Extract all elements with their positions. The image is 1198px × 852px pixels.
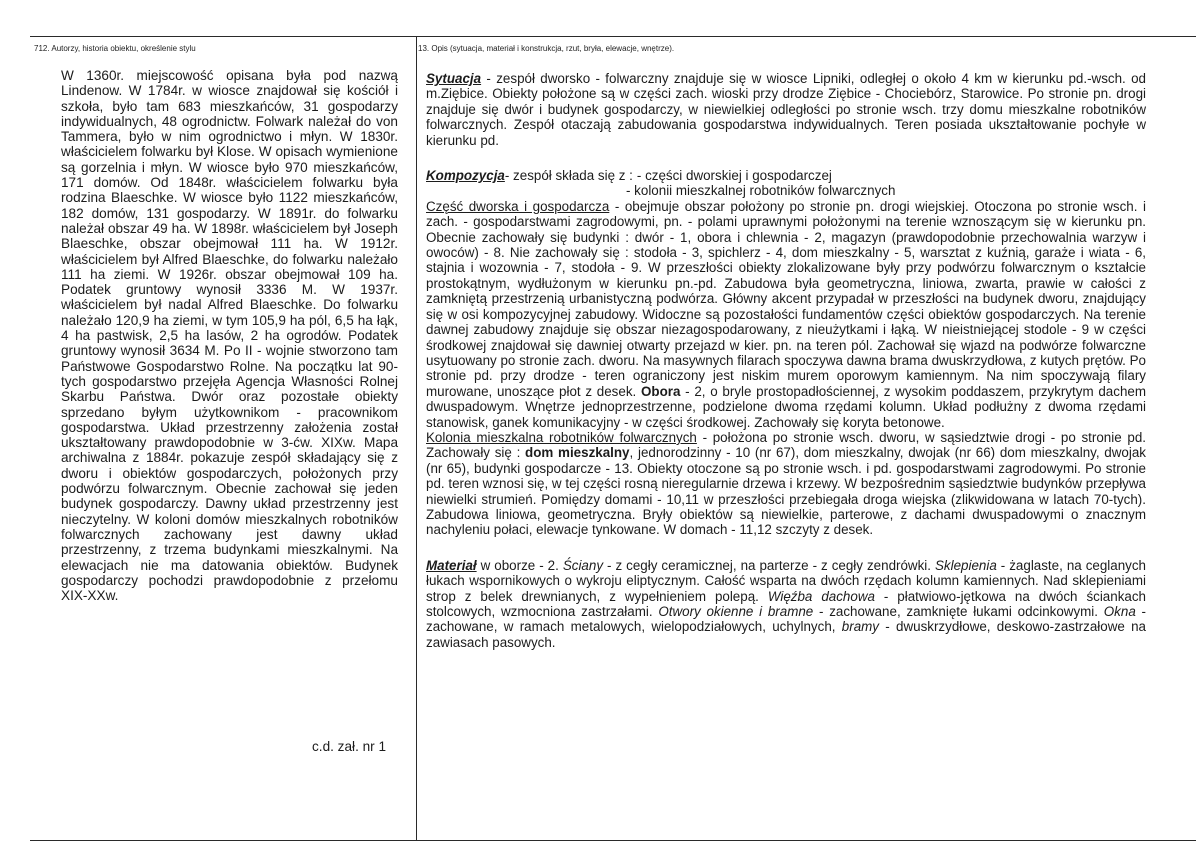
kompozycja-block (426, 168, 1146, 183)
column-divider (416, 36, 417, 841)
material-text-4: - płatwiowo-jętkowa na dwóch ściankach stolcowych, wzmocniona zastrzałami. (426, 588, 1146, 619)
kompozycja-lead: - zespół składa się z : (504, 168, 633, 184)
sciany-label: Ściany (562, 557, 604, 573)
okna-label: Okna (1103, 604, 1136, 619)
kompozycja-item-2: - kolonii mieszkalnej robotników folwarcznych (626, 183, 896, 199)
otwory-label: Otwory okienne i bramne (658, 604, 814, 619)
obora-label: Obora (640, 383, 681, 399)
kompozycja-item-1: - części dworskiej i gospodarczej (636, 168, 832, 184)
description-column (426, 71, 1146, 650)
kolonia-title: Kolonia mieszkalna robotników folwarcznych (426, 429, 697, 445)
czesc-dworska-text-2: - 2, o bryle prostopadłościennej, z wysokim poddaszem, przykrytym dachem dwuspadowym. Wnętrze jednoprzestrzenne, podzielone dwoma rzędami kolumn. Układ podłużny z dwoma rzędami stanowisk, ganek komunikacyjny - w części środkowej. Zachowały się koryta betonowe. (426, 383, 1146, 430)
material-text-1: w oborze - 2. (476, 557, 563, 573)
material-text-6: - zachowane, w ramach metalowych, wielopodziałowych, uchylnych, (426, 604, 1146, 635)
material-text-7: - dwuskrzydłowe, deskowo-zastrzałowe na zawiasach pasowych. (426, 619, 1146, 650)
material-title: Materiał (426, 557, 477, 573)
material-paragraph (426, 558, 1146, 650)
czesc-dworska-text-1: - obejmuje obszar położony po stronie pn. drogi wiejskiej. Otoczona po stronie wsch. i zach. - gospodarstwami zagrodowymi, pn. - polami uprawnymi położonymi na terenie wznoszącym się w kierunku pn. Obecnie zachowały się budynki : dwór - 1, obora i chlewnia - 2, magazyn (prawdopodobnie przechowalnia warzyw i owoców) - 8. Nie zachowały się : stodoła - 3, spichlerz - 4, dom mieszkalny - 5, warsztat z kuźnią, garaże i wiata - 6, stajnia i wozownia - 7, stodoła - 9. W przeszłości obiekty zlokalizowane były przy podwórzu folwarcznym o kształcie prostokątnym, wydłużonym w kierunku pn.-pd. Zabudowa była geometryczna, liniowa, zwarta, prawie w całości z zamkniętą przestrzenią urbanistyczną podwórza. Główny akcent przypadał w przeszłości na budynek dworu, znajdujący się w osi kompozycyjnej zabudowy. Widoczne są pozostałości fundamentów części obiektów gospodarczych. Na terenie dawnej zabudowy znajduje się obszar niezagospodarowany, z nieużytkami i łąką. W nieistniejącej stodole - 9 w części środkowej znajdował się dawniej otwarty przejazd w kier. pn. na teren pól. Zachował się wjazd na podwórze folwarczne usytuowany po stronie zach. dworu. Na masywnych filarach spoczywa dawna brama dwuskrzydłowa, z kutych prętów. Po stronie pd. przy drodze - teren ograniczony jest niskim murem oporowym kamiennym. Na nim spoczywają filary murowane, unoszące płot z desek. (426, 198, 1146, 399)
material-text-2: - z cegły ceramicznej, na parterze - z cegły zendrówki. (603, 557, 935, 573)
history-text: W 1360r. miejscowość opisana była pod nazwą Lindenow. W 1784r. w wiosce znajdował się kościół i szkoła, było tam 683 mieszkańców, 31 gospodarzy indywidualnych, 48 ogrodnictw. Folwark należał do von Tammera, było w nim ogrodnictwo i młyn. W 1830r. właścicielem folwarku był Klose. W opisach wymienione są gorzelnia i młyn. W wiosce było 970 mieszkańców, 171 domów. Od 1848r. właścicielem folwarku była rodzina Blaeschke. W wiosce było 1122 mieszkańców, 182 domów, 131 gospodarzy. W 1891r. do folwarku należał obszar 49 ha. W 1898r. właścicielem był Joseph Blaeschke, obszar obejmował 111 ha. W 1912r. właścicielem był Alfred Blaeschke, do folwarku należało 111 ha ziemi. W 1926r. obszar obejmował 109 ha. Podatek gruntowy wynosił 3336 M. W 1937r. właścicielem był nadal Alfred Blaeschke. Do folwarku należało 120,9 ha ziemi, w tym 105,9 ha pól, 6,5 ha łąk, 4 ha pastwisk, 2,5 ha lasów, 2 ha ogrodów. Podatek gruntowy wynosił 3634 M. Po II - wojnie stworzono tam Państwowe Gospodarstwo Rolne. Na początku lat 90-tych gospodarstwo przejęła Agencja Własności Rolnej Skarbu Państwa. Dwór oraz pozostałe obiekty sprzedano byłym użytkownikom - pracownikom gospodarstwa. Układ przestrzenny założenia został ukształtowany prawdopodobnie w 3-ćw. XIXw. Mapa archiwalna z 1884r. pokazuje zespół składający się z dworu i obiektów gospodarczych, położonych przy podwórzu folwarcznym. Obecnie zachował się jeden budynek gospodarczy. Dawny układ przestrzenny jest nieczytelny. W koloni domów mieszkalnych robotników folwarcznych zachowany jest dawny układ przestrzenny, z trzema budynkami mieszkalnymi. Na elewacjach nie ma datowania obiektów. Budynek gospodarczy pochodzi prawdopodobnie z przełomu XIX-XXw. (61, 68, 398, 604)
kolonia-text-2: , jednorodzinny - 10 (nr 67), dom mieszkalny, dwojak (nr 66) dom mieszkalny, dwojak (nr 65), budynki gospodarcze - 13. Obiekty otoczone są po stronie wsch. i pd. gospodarstwami zagrodowymi. Po stronie pd. teren wznosi się, w tej części rosną nieregularnie drzewa i krzewy. W bezpośrednim sąsiedztwie budynków przepływa niewielki strumień. Pomiędzy domami - 10,11 w przeszłości przebiegała droga wiejska (zlikwidowana w latach 70-tych). Zabudowa liniowa, geometryczna. Bryły obiektów są niewielkie, parterowe, z dachami dwuspadowymi o znacznym nachyleniu połaci, elewacje tynkowane. W domach - 11,12 szczyty z desek. (426, 445, 1146, 538)
right-column-header: 13. Opis (sytuacja, materiał i konstrukcja, rzut, bryła, elewacje, wnętrze). (418, 44, 675, 53)
bottom-rule (30, 840, 1196, 841)
kolonia-text-1: - położona po stronie wsch. dworu, w sąsiedztwie drogi - po stronie pd. Zachowały się : (426, 429, 1146, 461)
left-column-header: 712. Autorzy, historia obiektu, określenie stylu (34, 44, 196, 53)
kolonia-paragraph (426, 430, 1146, 538)
sytuacja-title: Sytuacja (426, 71, 482, 86)
bramy-label: bramy (841, 619, 879, 635)
sklepienia-label: Sklepienia (934, 557, 997, 573)
kompozycja-title: Kompozycja (426, 168, 505, 184)
material-text-5: - zachowane, zamknięte łukami odcinkowymi. (813, 604, 1104, 619)
material-text-3: - żaglaste, na ceglanych łukach wspornikowych o wykroju eliptycznym. Całość wsparta na dwóch rzędach kolumn kamiennych. Nad sklepieniami strop z belek drewnianych, z wypełnieniem polepą. (426, 557, 1147, 604)
wiezba-label: Więźba dachowa (767, 588, 875, 604)
czesc-dworska-paragraph (426, 199, 1146, 430)
sytuacja-paragraph (426, 71, 1146, 148)
sytuacja-text: - zespół dworsko - folwarczny znajduje się w wiosce Lipniki, odległej o około 4 km w kierunku pd.-wsch. od m.Ziębice. Obiekty położone są w części zach. wioski przy drodze Ziębice - Chociebórz, Starowice. Po stronie pn. drogi znajduje się dwór i budynek gospodarczy, w niewielkiej odległości po stronie wsch. trzy domu mieszkalne robotników folwarcznych. Zespół otaczają zabudowania gospodarstwa indywidualnych. Teren posiada ukształtowanie pochyłe w kierunku pd. (426, 71, 1146, 148)
czesc-dworska-title: Część dworska i gospodarcza (426, 198, 610, 214)
dom-mieszkalny-label: dom mieszkalny (525, 445, 630, 461)
continuation-note: c.d. zał. nr 1 (312, 739, 387, 754)
top-rule (30, 36, 1196, 37)
